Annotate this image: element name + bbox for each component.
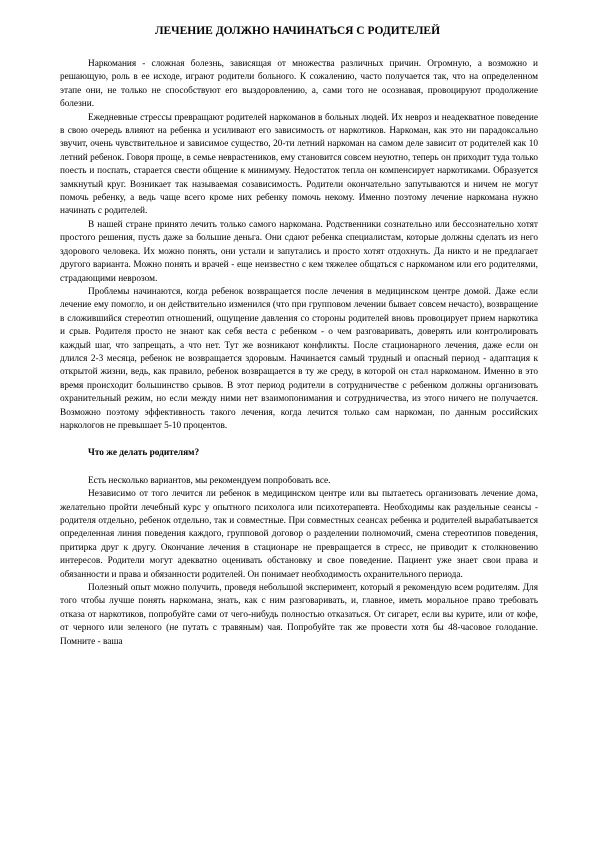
document-title: ЛЕЧЕНИЕ ДОЛЖНО НАЧИНАТЬСЯ С РОДИТЕЛЕЙ bbox=[154, 25, 441, 37]
paragraph: Проблемы начинаются, когда ребенок возвращается после лечения в медицинском центре домой. Даже если лечение ему помогло, и он действительно изменился (что при групповом лечении бывает совсем нечасто), возвращение в сложившийся стереотип отношений, ощущение давления со стороны родителей вновь провоцирует прием наркотика и срыв. Родителя просто не знают как себя веста с ребенком - о чем разговаривать, доверять или контролировать каждый шаг, что запрещать, а что нет. Тут же возникают конфликты. После стационарного лечения, даже если он длился 2-3 месяца, ребенок не возвращается здоровым. Начинается самый трудный и опасный период - адаптация к открытой жизни, ведь, как правило, ребенок возвращается в ту же среду, в которой он стал наркоманом. Именно в это время происходит большинство срывов. В этот период родители в сотрудничестве с ребенком должны организовать охранительный режим, но если между ними нет взаимопонимания и сотрудничества, из этого ничего не получается. Возможно поэтому эффективность такого лечения, когда лечится только сам наркоман, по данным российских наркологов не превышает 5-10 процентов. bbox=[60, 286, 538, 431]
document-body bbox=[60, 58, 538, 649]
section-heading: Что же делать родителям? bbox=[88, 448, 200, 459]
paragraph: Есть несколько вариантов, мы рекомендуем попробовать все. bbox=[88, 475, 331, 486]
paragraph: В нашей стране принято лечить только самого наркомана. Родственники сознательно или бессознательно хотят простого решения, пусть даже за большие деньга. Они сдают ребенка специалистам, которые должны сделать из него здорового человека. Их можно понять, они устали и запутались и просто хотят отдохнуть. Да никто и не предлагает другого варианта. Можно понять и врачей - еще неизвестно с кем тяжелее общаться с наркоманом или его родителями, страдающими неврозом. bbox=[60, 219, 538, 284]
paragraph: Ежедневные стрессы превращают родителей наркоманов в больных людей. Их невроз и неадекватное поведение в свою очередь влияют на ребенка и усиливают его зависимость от наркотиков. Наркоман, как это ни парадоксально звучит, очень чувствительное и зависимое существо, 20-ти летний наркоман на самом деле зависит от родителей как 10 летний ребенок. Говоря проще, в семье неврастеников, ему становится совсем неуютно, теперь он приходит туда только поесть и поспать, старается свести общение к минимуму. Недостаток тепла он компенсирует наркотиками. Образуется замкнутый круг. Возникает так называемая созависимость. Родители окончательно запутываются и ничем не могут помочь ребенку, а ведь чаще всего кроме них ребенку помочь некому. Именно поэтому лечение наркомана нужно начинать с родителей. bbox=[60, 112, 538, 217]
paragraph: Полезный опыт можно получить, проведя небольшой эксперимент, который я рекомендую всем родителям. Для того чтобы лучше понять наркомана, знать, как с ним разговаривать, и, главное, иметь моральное право требовать отказа от наркотиков, попробуйте сами от чего-нибудь полностью отказаться. От сигарет, если вы курите, или от кофе, от черного или зеленого (не путать с травяным) чая. Попробуйте так же провести хотя бы 48-часовое голодание. Помните - ваша bbox=[60, 583, 538, 647]
paragraph: Наркомания - сложная болезнь, зависящая от множества различных причин. Огромную, а возможно и решающую, роль в ее исходе, играют родители больного. К сожалению, часто получается так, что на определенном этапе они, не только не способствуют его выздоровлению, а, сами того не осознавая, провоцируют продолжение болезни. bbox=[60, 59, 538, 110]
paragraph: Независимо от того лечится ли ребенок в медицинском центре или вы пытаетесь организовать лечение дома, желательно пройти лечебный курс у опытного психолога или психотерапевта. Необходимы как раздельные сеансы - родителя отдельно, ребенок отдельно, так и совместные. При совместных сеансах ребенка и родителей вырабатывается определенная линия поведения каждого, групповой договор о разделении полномочий, смена стереотипов поведения, притирка друг к другу. Окончание лечения в стационаре не превращается в стресс, не приводит к столкновению интересов. Родители могут адекватно оценивать обстановку и свое поведение. Пациент уже знает свои права и обязанности и права и обязанности родителей. Он понимает необходимость охранительного периода. bbox=[60, 489, 538, 580]
